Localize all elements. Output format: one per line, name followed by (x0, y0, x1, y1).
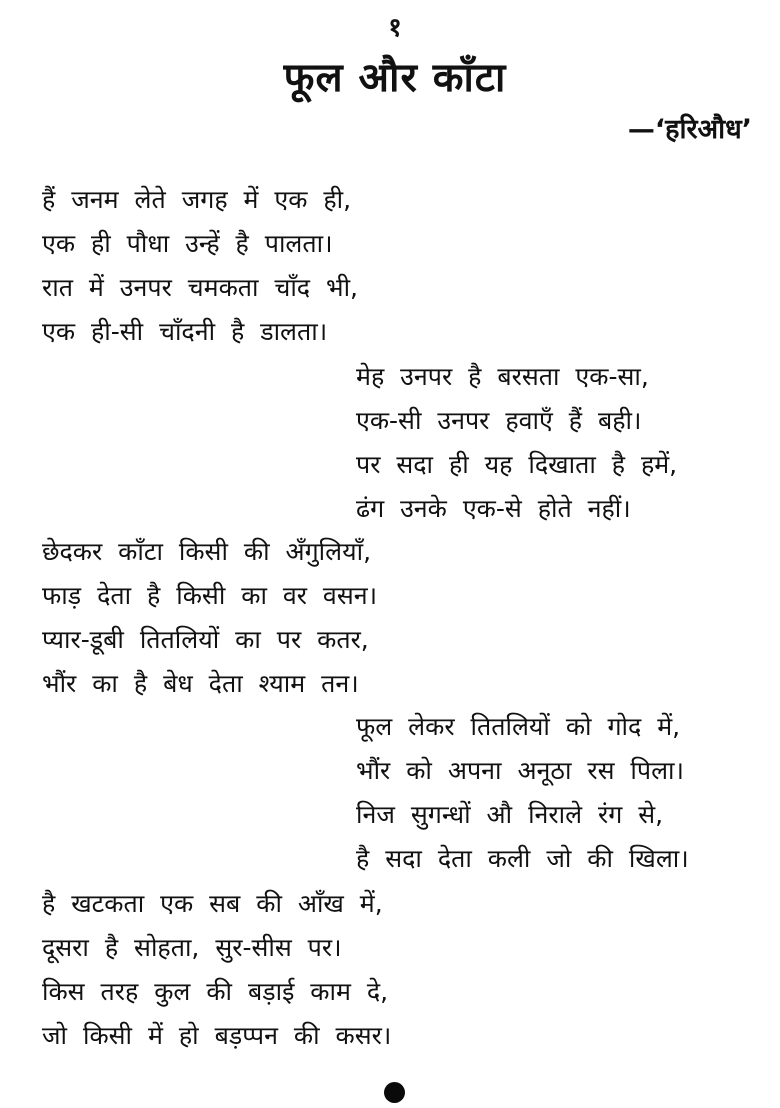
poem-line: है खटकता एक सब की आँख में, (42, 889, 383, 918)
poem-title: फूल और काँटा (283, 55, 507, 101)
poem-line: रात में उनपर चमकता चाँद भी, (42, 273, 359, 302)
poem-line: मेह उनपर है बरसता एक-सा, (356, 362, 649, 391)
poem-author: —‘हरिऔध’ (627, 114, 752, 145)
stanza-2 (356, 355, 677, 531)
page-number: १ (388, 13, 402, 43)
poem-line: जो किसी में हो बड़प्पन की कसर। (42, 1021, 392, 1050)
poem-line: भौंर का है बेध देता श्याम तन। (42, 669, 359, 698)
poem-line: फूल लेकर तितलियों को गोद में, (356, 712, 681, 741)
stanza-3 (42, 530, 377, 706)
poem-line: निज सुगन्धों औ निराले रंग से, (356, 800, 664, 829)
poem-line: छेदकर काँटा किसी की अँगुलियाँ, (42, 537, 372, 566)
stanza-4 (356, 705, 689, 881)
poem-line: प्यार-डूबी तितलियों का पर कतर, (42, 625, 369, 654)
poem-line: एक ही-सी चाँदनी है डालता। (42, 317, 328, 346)
poem-line: हैं जनम लेते जगह में एक ही, (42, 185, 352, 214)
poem-line: किस तरह कुल की बड़ाई काम दे, (42, 977, 389, 1006)
poem-line: पर सदा ही यह दिखाता है हमें, (356, 450, 678, 479)
bullet-ornament-icon (384, 1082, 405, 1103)
poem-line: है सदा देता कली जो की खिला। (356, 844, 689, 873)
poem-line: भौंर को अपना अनूठा रस पिला। (356, 756, 685, 785)
poem-line: ढंग उनके एक-से होते नहीं। (356, 494, 631, 523)
poem-line: दूसरा है सोहता, सुर-सीस पर। (42, 933, 342, 962)
poem-line: एक-सी उनपर हवाएँ हैं बही। (356, 406, 642, 435)
stanza-1 (42, 178, 358, 354)
poem-line: फाड़ देता है किसी का वर वसन। (42, 581, 378, 610)
stanza-5 (42, 882, 391, 1058)
poem-line: एक ही पौधा उन्हें है पालता। (42, 229, 333, 258)
